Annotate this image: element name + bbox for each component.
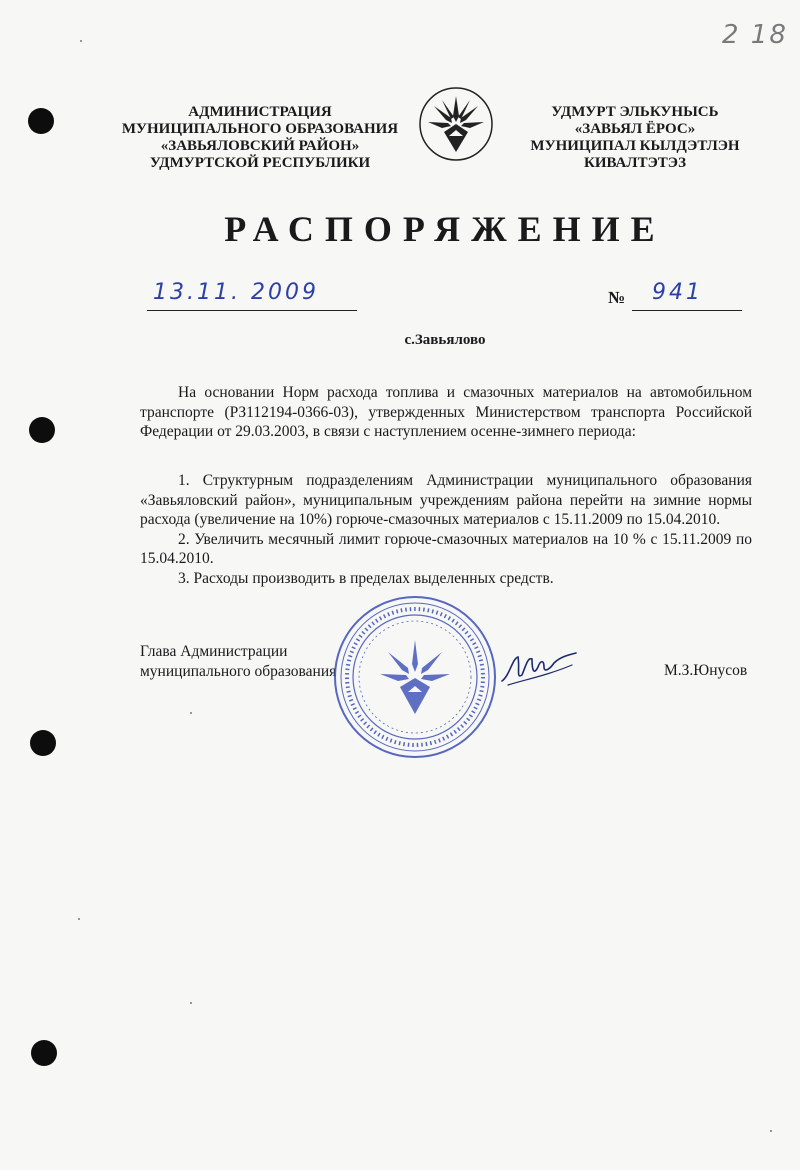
header-left-line: УДМУРТСКОЙ РЕСПУБЛИКИ — [149, 155, 371, 171]
signatory-position — [140, 642, 336, 681]
number-field — [632, 280, 742, 311]
items-list — [140, 471, 752, 588]
document-title: РАСПОРЯЖЕНИЕ — [224, 209, 666, 249]
signatory-position-line: Глава Администрации — [140, 643, 288, 660]
preamble — [140, 383, 752, 442]
archive-number: 2 18 — [722, 20, 788, 50]
number-value: 941 — [652, 280, 703, 305]
punch-hole — [29, 417, 55, 443]
header-left-line: АДМИНИСТРАЦИЯ — [188, 104, 332, 120]
speck — [770, 1130, 772, 1132]
list-item: 3. Расходы производить в пределах выделенных средств. — [178, 569, 554, 587]
header-right-line: «ЗАВЬЯЛ ЁРОС» — [574, 121, 696, 137]
list-item: 2. Увеличить месячный лимит горюче-смазочных материалов на 10 % с 15.11.2009 по 15.04.2010. — [140, 530, 752, 567]
header-left-line: МУНИЦИПАЛЬНОГО ОБРАЗОВАНИЯ — [121, 121, 399, 137]
header-right-line: МУНИЦИПАЛ КЫЛДЭТЛЭН — [530, 138, 740, 154]
speck — [190, 712, 192, 714]
coat-of-arms-icon — [418, 86, 494, 162]
date-value: 13.11. 2009 — [153, 280, 319, 305]
speck — [190, 1002, 192, 1004]
header-right-line: УДМУРТ ЭЛЬКУНЫСЬ — [551, 104, 719, 120]
punch-hole — [28, 108, 54, 134]
list-item: 1. Структурным подразделениям Администрации муниципального образования «Завьяловский район», муниципальным учреждениям района перейти на зимние нормы расхода (увеличение на 10%) горюче-смазочных материалов с 15.11.2009 по 15.04.2010. — [140, 472, 752, 528]
header-left-line: «ЗАВЬЯЛОВСКИЙ РАЙОН» — [160, 138, 360, 154]
header-left — [120, 104, 400, 172]
signatory-position-line: муниципального образования — [140, 662, 337, 680]
speck — [78, 918, 80, 920]
signature-icon — [498, 645, 578, 690]
punch-hole — [30, 730, 56, 756]
punch-hole — [31, 1040, 57, 1066]
date-field — [147, 280, 357, 311]
preamble-text: На основании Норм расхода топлива и смазочных материалов на автомобильном транспорте (РЗ112194-0366-03), утвержденных Министерством транспорта Российской Федерации от 29.03.2003, в связи с наступлением осенне-зимнего периода: — [140, 384, 752, 440]
number-label: № — [608, 288, 626, 307]
place: с.Завьялово — [404, 332, 486, 348]
header-right — [520, 104, 750, 172]
official-seal-icon — [330, 592, 500, 762]
signatory-name: М.З.Юнусов — [664, 662, 748, 679]
speck — [80, 40, 82, 42]
header-right-line: КИВАЛТЭТЭЗ — [583, 155, 687, 171]
